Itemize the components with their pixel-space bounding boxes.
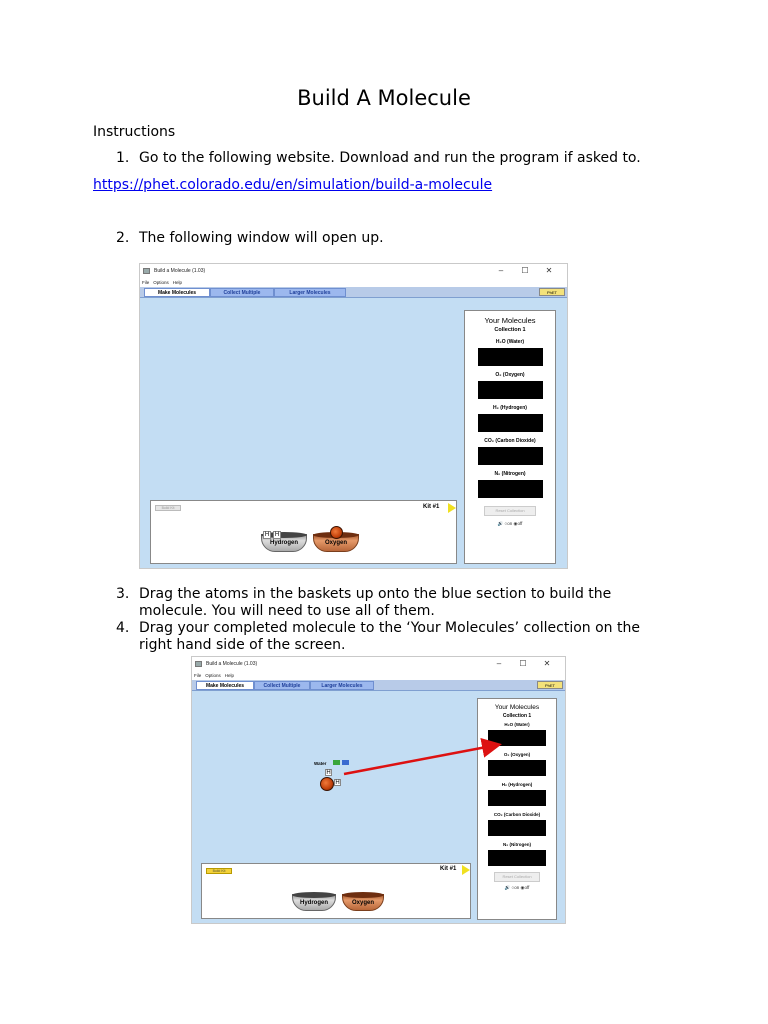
next-kit-arrow-icon[interactable] [448,503,456,513]
play-area[interactable] [140,298,567,568]
reset-collection-button[interactable]: Reset Collection [484,506,536,516]
menu-options[interactable]: Options [205,673,221,678]
panel-heading: Your Molecules [494,704,540,711]
collection-label: Collection 1 [502,713,532,719]
molecule-label-water: H₂O (Water) [504,722,530,727]
section-heading: Instructions [93,124,176,140]
sound-off-label: off [524,885,530,890]
step-4-number: 4. [116,620,130,636]
molecule-label-oxygen: O₂ (Oxygen) [495,372,525,378]
speaker-icon: 🔊 [504,885,511,890]
app-icon [143,268,150,274]
menu-options[interactable]: Options [153,280,169,285]
app-window-screenshot-2 [191,656,566,924]
sound-on-radio[interactable]: ○ [511,885,515,890]
menu-file[interactable]: File [142,280,150,285]
tab-larger-molecules[interactable]: Larger Molecules [274,288,346,297]
step-2-number: 2. [116,230,130,246]
molecule-label-carbon-dioxide: CO₂ (Carbon Dioxide) [493,812,541,817]
phet-logo-icon: PhET [539,288,565,296]
molecule-slot-hydrogen[interactable] [478,414,543,432]
oxygen-basket-label: Oxygen [324,540,347,546]
hydrogen-atom[interactable] [273,531,281,539]
step-4-text-line-2: right hand side of the screen. [139,637,346,653]
sound-on-label: on [514,885,520,890]
minimize-icon[interactable]: – [498,266,504,275]
molecule-label-nitrogen: N₂ (Nitrogen) [503,842,531,847]
build-kit-button[interactable]: Build Kit [155,505,181,511]
window-title: Build a Molecule (1.03) [206,661,258,667]
step-3-text-line-2: molecule. You will need to use all of them. [139,603,435,619]
molecule-label-hydrogen: H₂ (Hydrogen) [493,405,527,411]
molecule-slot-oxygen[interactable] [478,381,543,399]
build-kit-button[interactable]: Build Kit [206,868,232,874]
tab-collect-multiple[interactable]: Collect Multiple [210,288,274,297]
molecule-label-oxygen: O₂ (Oxygen) [503,752,531,757]
collection-label: Collection 1 [494,327,526,333]
kit-box [150,500,457,564]
oxygen-basket-label: Oxygen [351,900,374,906]
tab-make-molecules[interactable]: Make Molecules [144,288,210,297]
tab-larger-molecules[interactable]: Larger Molecules [310,681,374,690]
panel-heading: Your Molecules [484,316,536,325]
tab-make-molecules[interactable]: Make Molecules [196,681,254,690]
close-icon[interactable]: ✕ [545,266,553,275]
step-3-number: 3. [116,586,130,602]
atom-symbol: H [274,532,280,538]
sound-on-label: on [507,521,513,526]
maximize-icon[interactable]: ☐ [519,659,527,668]
oxygen-atom[interactable] [330,526,343,539]
molecule-name-label: Water [314,761,327,766]
maximize-icon[interactable]: ☐ [521,266,529,275]
molecule-label-water: H₂O (Water) [495,339,525,345]
hydrogen-atom[interactable] [263,531,271,539]
molecule-slot-carbon-dioxide[interactable] [478,447,543,465]
speaker-icon: 🔊 [497,521,504,526]
reset-collection-button[interactable]: Reset Collection [494,872,540,882]
window-titlebar [140,264,567,278]
window-title: Build a Molecule (1.03) [154,268,206,274]
tab-collect-multiple[interactable]: Collect Multiple [254,681,310,690]
simulation-link[interactable]: https://phet.colorado.edu/en/simulation/build-a-molecule [93,177,493,193]
molecule-slot-water[interactable] [478,348,543,366]
menu-help[interactable]: Help [172,280,183,285]
sound-off-radio[interactable]: ◉ [520,885,525,890]
sound-off-radio[interactable]: ◉ [513,521,518,526]
your-molecules-panel [464,310,556,564]
hydrogen-basket-label: Hydrogen [299,900,328,906]
molecule-label-nitrogen: N₂ (Nitrogen) [494,471,526,477]
drag-arrow-annotation [192,657,567,925]
hydrogen-basket-label: Hydrogen [269,540,298,546]
menu-bar [140,278,567,287]
molecule-label-carbon-dioxide: CO₂ (Carbon Dioxide) [484,438,536,444]
atom-symbol: H [335,780,340,786]
sound-off-label: off [517,521,523,526]
tab-bar [140,287,567,298]
atom-symbol: H [264,532,270,538]
page-title: Build A Molecule [297,86,471,110]
step-1-text: Go to the following website. Download and run the program if asked to. [139,150,641,166]
minimize-icon[interactable]: – [496,659,502,668]
atom-symbol: H [326,770,331,776]
sound-on-radio[interactable]: ○ [504,521,508,526]
molecule-label-hydrogen: H₂ (Hydrogen) [501,782,533,787]
app-window-screenshot-1 [139,263,568,569]
arrow-line [344,745,497,774]
menu-help[interactable]: Help [224,673,235,678]
step-2-text: The following window will open up. [139,230,384,246]
kit-label: Kit #1 [423,504,440,510]
menu-file[interactable]: File [194,673,202,678]
kit-label: Kit #1 [440,866,457,872]
phet-logo-icon: PhET [537,681,563,689]
close-icon[interactable]: ✕ [543,659,551,668]
step-3-text: Drag the atoms in the baskets up onto the blue section to build the [139,586,612,602]
step-4-text: Drag your completed molecule to the ‘Your Molecules’ collection on the [139,620,640,636]
molecule-slot-nitrogen[interactable] [478,480,543,498]
step-1-number: 1. [116,150,130,166]
sound-controls [465,521,555,527]
